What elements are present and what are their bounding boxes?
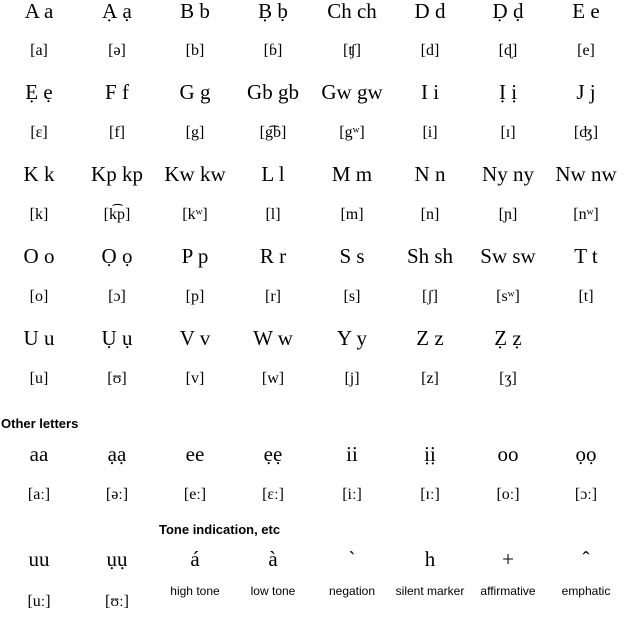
letter-cell: P p (181, 244, 209, 268)
letter-cell: ạạ (107, 442, 127, 466)
ipa-cell: [ə] (108, 42, 126, 59)
ipa-cell: [oː] (496, 486, 520, 503)
letter-cell: aa (29, 442, 49, 466)
ipa-cell: [kʷ] (182, 206, 208, 223)
ipa-cell: [ɛː] (262, 486, 284, 503)
tone-label: emphatic (561, 584, 611, 598)
letter-cell: N n (414, 162, 446, 186)
ipa-cell: [ʃ] (422, 288, 438, 305)
tone-label: low tone (250, 584, 296, 598)
letter-cell: W w (253, 326, 293, 350)
ipa-cell: [u] (29, 370, 49, 387)
letter-cell: Nw nw (555, 162, 617, 186)
ipa-cell: [g] (185, 124, 205, 141)
ipa-cell: [k͡p] (103, 206, 131, 223)
letter-cell: S s (339, 244, 365, 268)
letter-cell: ee (185, 442, 205, 466)
ipa-cell: [z] (421, 370, 439, 387)
letter-cell: ụụ (106, 547, 128, 571)
ipa-cell: [o] (29, 288, 49, 305)
ipa-cell: [ʊː] (105, 593, 129, 610)
letter-cell: h (424, 547, 436, 571)
ipa-cell: [i] (422, 124, 438, 141)
letter-cell: J j (576, 80, 596, 104)
letter-cell: ẹẹ (263, 442, 283, 466)
tone-label: silent marker (395, 584, 465, 598)
ipa-cell: [f] (109, 124, 125, 141)
letter-cell: ˆ (582, 547, 590, 571)
ipa-cell: [əː] (105, 486, 129, 503)
ipa-cell: [w] (261, 370, 285, 387)
letter-cell: Ọ ọ (101, 244, 133, 268)
ipa-cell: [l] (265, 206, 281, 223)
letter-cell: ịị (424, 442, 436, 466)
other-letter-row (0, 439, 625, 469)
letter-row (0, 77, 625, 107)
ipa-cell: [s] (343, 288, 361, 305)
ipa-cell: [ʊ] (107, 370, 127, 387)
letter-cell: ` (348, 547, 356, 571)
letter-cell: Ny ny (482, 162, 534, 186)
ipa-cell: [sʷ] (496, 288, 520, 305)
letter-cell: Ẓ ẓ (494, 326, 522, 350)
letter-row (0, 323, 625, 353)
letter-cell: Ḅ ḅ (258, 0, 288, 23)
ipa-cell: [t] (578, 288, 594, 305)
letter-row (0, 241, 625, 271)
ipa-row (0, 364, 625, 394)
letter-cell: Sh sh (406, 244, 454, 268)
letter-cell: Kp kp (91, 162, 143, 186)
letter-cell: Ḍ ḍ (492, 0, 524, 23)
ipa-cell: [n] (420, 206, 440, 223)
letter-row (0, 0, 625, 26)
ipa-cell: [ɓ] (263, 42, 283, 59)
ipa-cell: [iː] (342, 486, 362, 503)
tone-symbol-row (0, 544, 625, 574)
letter-cell: Y y (336, 326, 368, 350)
ipa-cell: [b] (185, 42, 205, 59)
ipa-cell: [k] (29, 206, 49, 223)
letter-cell: K k (23, 162, 55, 186)
ipa-cell: [g͡b] (259, 124, 287, 141)
letter-cell: Gw gw (321, 80, 383, 104)
letter-cell: Ụ ụ (101, 326, 133, 350)
letter-cell: ọọ (575, 442, 597, 466)
ipa-cell: [ʧ] (342, 42, 361, 59)
letter-cell: Ạ ạ (102, 0, 132, 23)
ipa-cell: [eː] (183, 486, 207, 503)
tone-label: high tone (170, 584, 220, 598)
ipa-cell: [ɪː] (420, 486, 440, 503)
letter-cell: E e (572, 0, 600, 23)
ipa-cell: [ɲ] (498, 206, 518, 223)
ipa-cell: [p] (185, 288, 205, 305)
letter-cell: U u (23, 326, 55, 350)
letter-row (0, 159, 625, 189)
ipa-cell: [ɔː] (574, 486, 598, 503)
ipa-cell: [d] (420, 42, 440, 59)
letter-cell: Z z (416, 326, 444, 350)
ipa-row (0, 118, 625, 148)
tone-label: negation (328, 584, 376, 598)
ipa-cell: [ɔ] (108, 288, 126, 305)
tone-heading: Tone indication, etc (159, 522, 281, 537)
tone-label: affirmative (480, 584, 536, 598)
letter-cell: Gb gb (247, 80, 299, 104)
ipa-cell: [ɪ] (500, 124, 516, 141)
ipa-row (0, 200, 625, 230)
letter-cell: Sw sw (480, 244, 536, 268)
other-letters-heading: Other letters (1, 416, 79, 431)
letter-cell: R r (259, 244, 287, 268)
letter-cell: uu (28, 547, 50, 571)
ipa-cell: [r] (265, 288, 281, 305)
letter-cell: B b (180, 0, 210, 23)
ipa-cell: [e] (577, 42, 595, 59)
ipa-cell: [a] (30, 42, 48, 59)
ipa-cell: [nʷ] (573, 206, 599, 223)
ipa-cell: [ʒ] (499, 370, 517, 387)
letter-cell: + (502, 547, 514, 571)
ipa-row (0, 282, 625, 312)
letter-cell: I i (420, 80, 440, 104)
letter-cell: à (268, 547, 278, 571)
letter-cell: F f (105, 80, 129, 104)
ipa-cell: [aː] (27, 486, 51, 503)
letter-cell: G g (179, 80, 211, 104)
letter-cell: ii (346, 442, 358, 466)
letter-cell: T t (574, 244, 598, 268)
letter-cell: Kw kw (164, 162, 226, 186)
letter-cell: V v (179, 326, 211, 350)
letter-cell: Ị ị (498, 80, 518, 104)
letter-cell: Ẹ ẹ (25, 80, 53, 104)
letter-cell: Ch ch (327, 0, 377, 23)
letter-cell: oo (497, 442, 519, 466)
letter-cell: D d (414, 0, 446, 23)
ipa-cell: [ʤ] (573, 124, 599, 141)
ipa-cell: [v] (185, 370, 205, 387)
letter-cell: á (190, 547, 200, 571)
ipa-cell: [ɖ] (498, 42, 518, 59)
ipa-row (0, 36, 625, 66)
ipa-cell: [j] (344, 370, 360, 387)
ipa-cell: [uː] (27, 593, 51, 610)
ipa-cell: [m] (340, 206, 364, 223)
letter-cell: O o (23, 244, 55, 268)
ipa-cell: [ɛ] (30, 124, 48, 141)
other-ipa-row (0, 480, 625, 510)
letter-cell: L l (261, 162, 285, 186)
ipa-cell: [gʷ] (339, 124, 365, 141)
letter-cell: A a (24, 0, 54, 23)
letter-cell: M m (331, 162, 373, 186)
